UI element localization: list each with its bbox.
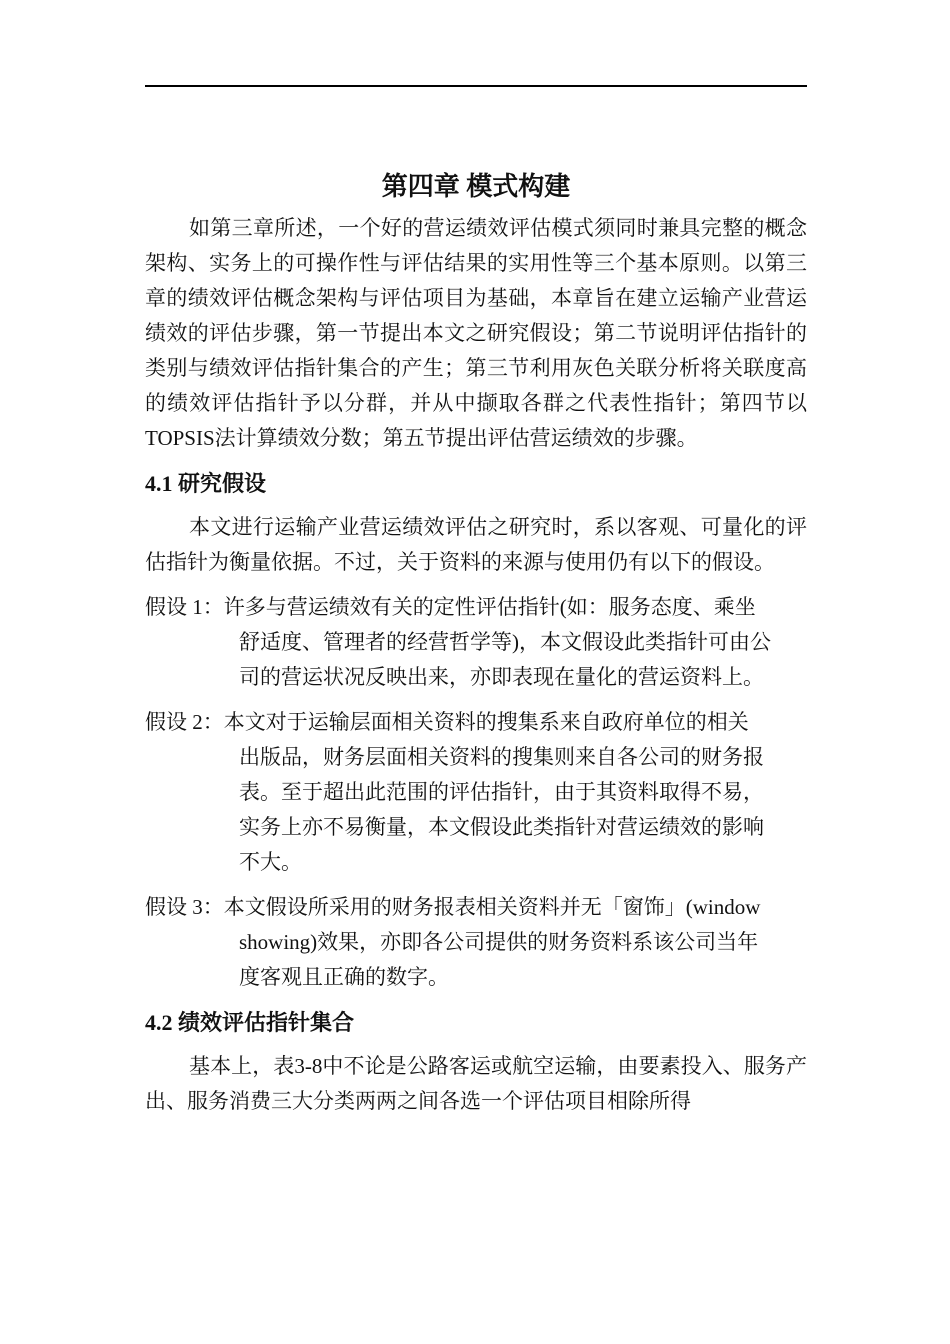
assumption-3-line-1: 假设 3：本文假设所采用的财务报表相关资料并无「窗饰」(window xyxy=(145,895,761,919)
header-rule xyxy=(145,85,807,87)
assumption-1-line-2: 舒适度、管理者的经营哲学等)，本文假设此类指针可由公 xyxy=(239,630,771,654)
assumption-2-line-4: 实务上亦不易衡量，本文假设此类指针对营运绩效的影响 xyxy=(239,815,764,839)
assumption-1-line-3: 司的营运状况反映出来，亦即表现在量化的营运资料上。 xyxy=(239,665,764,689)
assumption-2-line-5: 不大。 xyxy=(239,850,302,874)
assumption-1-line-1: 假设 1：许多与营运绩效有关的定性评估指针(如：服务态度、乘坐 xyxy=(145,595,756,619)
assumption-2-line-3: 表。至于超出此范围的评估指针，由于其资料取得不易， xyxy=(239,780,764,804)
assumption-3-line-3: 度客观且正确的数字。 xyxy=(239,965,449,989)
assumption-3 xyxy=(145,890,807,995)
section-4-1-paragraph: 本文进行运输产业营运绩效评估之研究时，系以客观、可量化的评估指针为衡量依据。不过，关于资料的来源与使用仍有以下的假设。 xyxy=(145,515,807,574)
assumption-2-line-1: 假设 2：本文对于运输层面相关资料的搜集系来自政府单位的相关 xyxy=(145,710,749,734)
assumption-1 xyxy=(145,590,807,695)
assumption-2 xyxy=(145,705,807,880)
section-heading-4-2: 4.2 绩效评估指针集合 xyxy=(145,1010,355,1035)
section-heading-4-1: 4.1 研究假设 xyxy=(145,471,267,496)
intro-paragraph: 如第三章所述，一个好的营运绩效评估模式须同时兼具完整的概念架构、实务上的可操作性与评估结果的实用性等三个基本原则。以第三章的绩效评估概念架构与评估项目为基础，本章旨在建立运输产业营运绩效的评估步骤，第一节提出本文之研究假设；第二节说明评估指针的类别与绩效评估指针集合的产生；第三节利用灰色关联分析将关联度高的绩效评估指针予以分群，并从中撷取各群之代表性指针；第四节以TOPSIS法计算绩效分数；第五节提出评估营运绩效的步骤。 xyxy=(145,216,807,450)
page-content xyxy=(145,163,807,1119)
assumption-3-line-2: showing)效果，亦即各公司提供的财务资料系该公司当年 xyxy=(239,930,759,954)
section-4-2-paragraph: 基本上，表3-8中不论是公路客运或航空运输，由要素投入、服务产出、服务消费三大分类两两之间各选一个评估项目相除所得 xyxy=(145,1054,807,1113)
assumption-2-line-2: 出版品，财务层面相关资料的搜集则来自各公司的财务报 xyxy=(239,745,764,769)
chapter-title: 第四章 模式构建 xyxy=(381,172,571,201)
